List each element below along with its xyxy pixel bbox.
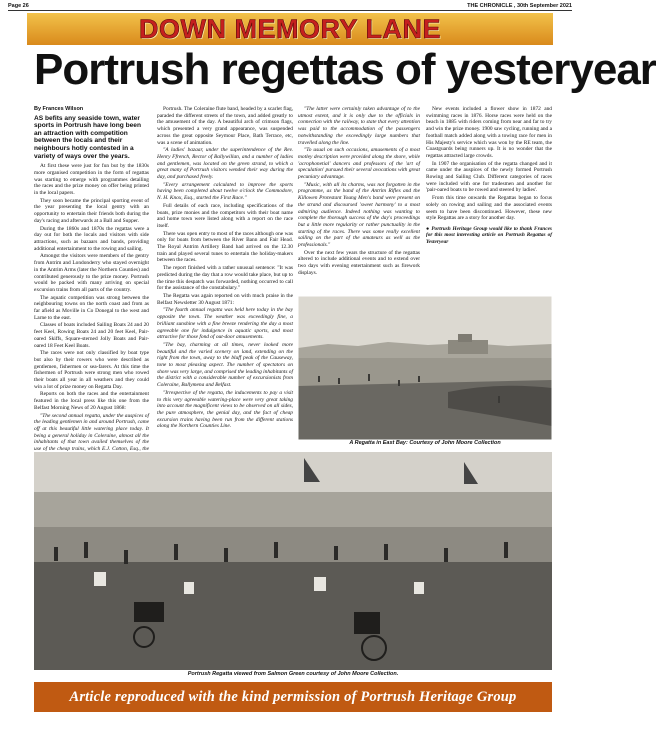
column-4 <box>426 106 552 283</box>
photo-caption-east-bay: A Regatta in East Bay: Courtesy of John Moore Collection <box>349 440 501 446</box>
page-number: Page 26 <box>8 2 29 9</box>
col2-paragraph: "The fourth annual regatta was held here today in the bay opposite the town. The weather was exceedingly fine, a brilliant sunshine with a fine breeze rendering the day a most agreeable one for indulgence in aquatic sports, and most attractive for those fond of out-door amusements. <box>157 307 293 341</box>
col1-paragraph: At first these were just for fun but by the 1830s more organised competition in the form of regattas was starting to emerge with programmes detailing the races and the prize money on offer being printed in the local papers. <box>34 163 149 197</box>
column-1 <box>34 106 149 453</box>
col2-paragraph: There was open entry to most of the races although one was only for boats from between the River Bann and Fair Head. The Royal Antrim Artillery Band had arrived on the 12.30 train and played several tunes to entertain the holiday-makers between the races. <box>157 230 293 264</box>
col3-paragraph: Over the next few years the structure of the regattas altered to include additional events and to extend over two days with evening entertainment such as firework displays. <box>298 249 420 276</box>
column-2 <box>157 106 293 446</box>
col1-paragraph: During the 1860s and 1870s the regattas were a day out for both the locals and visitors with side attractions, such as bazaars and bands, providing additional entertainment to the rowing and sailing. <box>34 225 149 252</box>
col2-paragraph: "Every arrangement calculated to improve the sports having been completed about twelve o'clock the Commodore, N. H. Knox, Esq., started the First Race." <box>157 181 293 202</box>
byline: By Frances Wilson <box>34 106 84 112</box>
header-rule <box>8 10 572 11</box>
column-4-body <box>426 106 552 222</box>
photo-regatta-east-bay <box>298 296 552 440</box>
col2-paragraph: "The bay, charming at all times, never looked more beautiful and the varied scenery on land, extending on the right from the town, away to the bluff peak of the Causeway, tone to most pleasing aspect. The number of spectators on shore was very large, and comprised the leading inhabitants of the district with a considerable number of excursionists from Coleraine, Ballymena and Belfast. <box>157 341 293 389</box>
col1-paragraph: The races were not only classified by boat type but also by their rowers who were described as gentlemen, fishermen or sea-farers. At this time the fishermen of Portrush were strong men who rowed their boats all year in all weathers and they could win a lot of prize money on Regatta Day. <box>34 350 149 390</box>
col2-paragraph: "Irrespective of the regatta, the inducements to pay a visit to this very agreeable watering-place were very great taking into account the magnificent views to be observed on all sides, the pure atmosphere, the genial day, and the fact of cheap excursion trains having been run from the different stations along the Northern Counties Line. <box>157 389 293 430</box>
col4-paragraph: In 1907 the organisation of the regatta changed and it came under the auspices of the newly formed Portrush Rowing and Sailing Club. Different categories of races were included with one for tradesmen and another for 'pair-oared boats to be rowed and steered by ladies'. <box>426 160 552 194</box>
col1-paragraph: Classes of boats included Sailing Boats 24 and 20 feet Keel, Rowing Boats 24 and 20 feet Keel, Pair-oared Skiffs, Square-sterned Jolly Boats and Pair-oared 18 Feet Keel Boats. <box>34 322 149 349</box>
column-2-body <box>157 106 293 430</box>
col1-paragraph: They soon became the principal sporting event of the year presenting the local gentry with an opportunity to entertain their friends both during the day's racing and afterwards at a Ball and Supper. <box>34 197 149 224</box>
standfirst: AS befits any seaside town, water sports in Portrush have long been an attraction with competition between the locals and their neighbours hotly contested in a variety of ways over the years. <box>34 114 141 160</box>
heritage-note: ● Portrush Heritage Group would like to thank Frances for this most interesting article on Portrush Regattas of Yesteryear <box>426 225 552 245</box>
column-3 <box>298 106 420 283</box>
photo-east-bay-image <box>298 296 552 440</box>
col4-paragraph: From this time onwards the Regattas began to focus solely on rowing and sailing and the associated events seem to have been discontinued. However, these new style Regattas are a story for another day. <box>426 195 552 222</box>
article-headline: Portrush regettas of yesteryear <box>34 45 656 94</box>
photo-salmon-green-image <box>34 452 552 670</box>
col1-paragraph: Amongst the visitors were members of the gentry from Antrim and Londonderry who stayed overnight in the Antrim Arms (later the Northern Counties) and contributed generously to the prize money. Portrush would be packed with many arriving on special excursion trains from all parts of the country. <box>34 253 149 293</box>
banner-title: DOWN MEMORY LANE <box>139 13 441 44</box>
footer-banner <box>34 682 552 712</box>
photo-caption-salmon-green: Portrush Regatta viewed from Salmon Green courtesy of John Moore Collection. <box>187 671 399 677</box>
col2-paragraph: The Regatta was again reported on with much praise in the Belfast Newsletter 30 August 1871: <box>157 292 293 306</box>
photo-regatta-salmon-green <box>34 452 552 670</box>
col3-paragraph: "Music, with all its charms, was not forgotten in the programme, as the band of the Antrim Rifles and the Killowen Protestant Young Men's band were present on the strand and discoursed 'sweet harmony' to a most admiring audience. Indeed nothing was wanting to complete the thorough success of the day's proceedings but a little more regularity or rather punctuality in the starting of the races. There was some really excellent sailing on the part of the amateurs as well as the professionals." <box>298 181 420 249</box>
col1-paragraph: Reports on both the races and the entertainment featured in the local press like this one from the Belfast Morning News of 20 August 1868: <box>34 391 149 411</box>
footer-text: Article reproduced with the kind permission of Portrush Heritage Group <box>69 688 517 705</box>
col1-paragraph: The aquatic competition was strong between the neighbouring towns on the north coast and from as far afield as Moville in Co Donegal to the west and Larne to the east. <box>34 294 149 321</box>
col3-paragraph: "The latter were certainly taken advantage of to the utmost extent, and it is only due to the officials in connection with the railway, to state that every attention was paid to the accommodation of the passengers notwithstanding the exceedingly large numbers that travelled along the line. <box>298 106 420 146</box>
column-1-body <box>34 163 149 487</box>
col2-paragraph: "A ladies' bazaar, under the superintendence of the Rev. Henry Ffrench, Rector of Ballywillan, and a number of ladies and gentlemen, was located on the green strand, to which a great many of Portrush visitors wended their way during the day, and purchased freely. <box>157 147 293 181</box>
section-banner <box>27 13 553 45</box>
column-3-body <box>298 106 420 277</box>
col2-paragraph: The report finished with a rather unusual sentence: "It was predicted during the day that a row would take place, but up to the time this despatch was forwarded, nothing occurred to call for the assistance of the constabulary." <box>157 265 293 292</box>
col2-paragraph: Full details of each race, including specifications of the boats, prize monies and the competitors with their boat name and home town were listed along with a report on the race itself. <box>157 202 293 229</box>
publication-date: THE CHRONICLE , 30th September 2021 <box>467 2 572 9</box>
col1-paragraph: "The second annual regatta, under the auspices of the leading gentlemen in and around Portrush, came off at this beautiful little watering place today. It being a general holiday in Coleraine, almost all the inhabitants of that town availed themselves of the use of the cheap trains, which E.J. Cotton, Esq., the <box>34 412 149 453</box>
col4-paragraph: New events included a flower show in 1872 and swimming races in 1876. Horse races were held on the beach in 1885 with riders coming from near and far to try and win the prize money. 1900 saw cycling, running and a football match added along with a towing race for men in His Majesty's service which was won by the RE team, the Coastguards being runners up. It is no wonder that the regattas attracted large crowds. <box>426 106 552 159</box>
col2-paragraph: Portrush. The Coleraine flute band, headed by a scarlet flag, paraded the different streets of the town, and added greatly to the amusement of the day. A beautiful arch of crimson flags, which presented a very grand appearance, was suspended across the great opposite Seymour Place, Bath Terrace, etc, was a scene of animation. <box>157 106 293 146</box>
page-header <box>0 0 580 11</box>
col3-paragraph: "To usual on such occasions, amusements of a most motley description were provided along the shore, while 'acrophonetial' dancers and professors of the 'art of speculation' pursued their several avocations with great pecuniary advantage. <box>298 147 420 181</box>
